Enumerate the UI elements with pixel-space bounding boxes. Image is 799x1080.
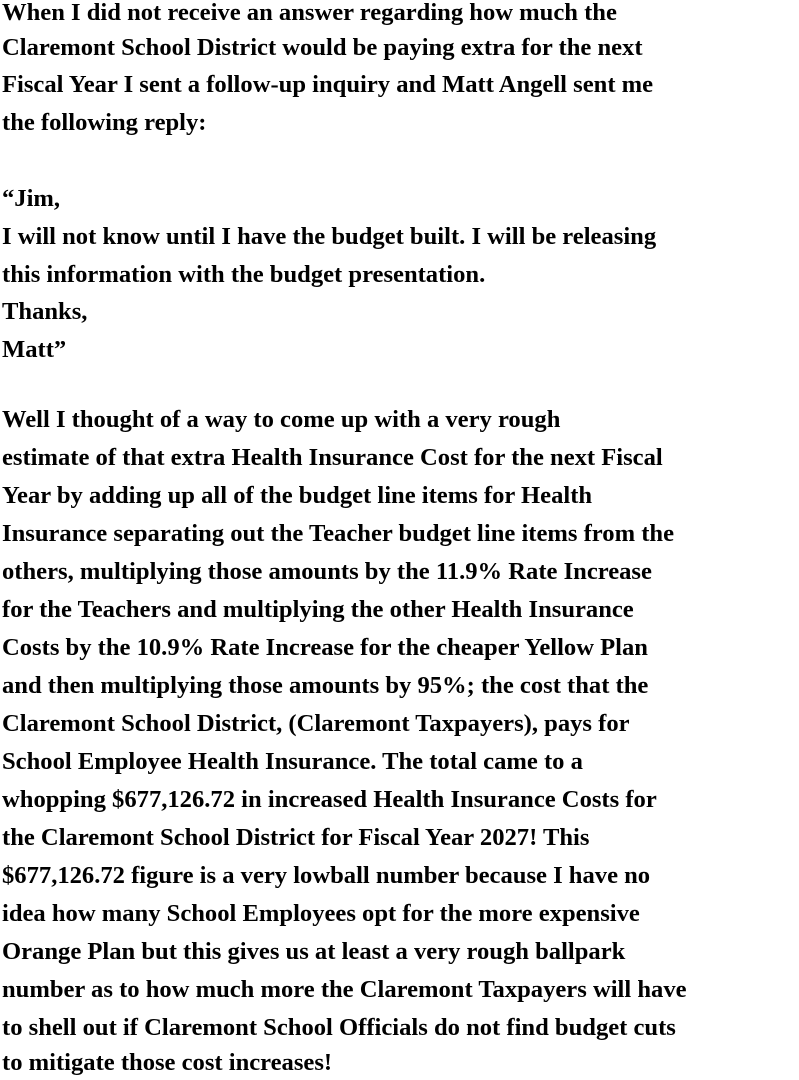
text-line: Fiscal Year I sent a follow-up inquiry and Matt Angell sent me [2,71,654,98]
text-line: I will not know until I have the budget built. I will be releasing [2,223,657,250]
text-line: “Jim, [2,185,61,212]
text-line: School Employee Health Insurance. The total came to a [2,748,583,775]
text-line: Costs by the 10.9% Rate Increase for the cheaper Yellow Plan [2,634,648,661]
text-line: Claremont School District would be paying extra for the next [2,34,643,61]
text-line: whopping $677,126.72 in increased Health Insurance Costs for [2,786,657,813]
text-line: Claremont School District, (Claremont Taxpayers), pays for [2,710,630,737]
text-line: to mitigate those cost increases! [2,1049,333,1076]
text-line: this information with the budget presentation. [2,261,486,288]
text-line: Matt” [2,336,67,363]
text-line: When I did not receive an answer regarding how much the [2,0,617,26]
text-line: estimate of that extra Health Insurance Cost for the next Fiscal [2,444,663,471]
text-line: the Claremont School District for Fiscal Year 2027! This [2,824,590,851]
text-line: the following reply: [2,109,207,136]
text-line: Thanks, [2,298,88,325]
text-line: Well I thought of a way to come up with a very rough [2,406,561,433]
text-line: Year by adding up all of the budget line items for Health [2,482,593,509]
text-line: to shell out if Claremont School Officials do not find budget cuts [2,1014,676,1041]
text-line: $677,126.72 figure is a very lowball number because I have no [2,862,651,889]
text-line: and then multiplying those amounts by 95%; the cost that the [2,672,649,699]
text-line: Orange Plan but this gives us at least a very rough ballpark [2,938,626,965]
text-line: idea how many School Employees opt for the more expensive [2,900,640,927]
text-line: others, multiplying those amounts by the 11.9% Rate Increase [2,558,652,585]
text-line: number as to how much more the Claremont Taxpayers will have [2,976,687,1003]
text-line: for the Teachers and multiplying the other Health Insurance [2,596,634,623]
text-line: Insurance separating out the Teacher budget line items from the [2,520,674,547]
